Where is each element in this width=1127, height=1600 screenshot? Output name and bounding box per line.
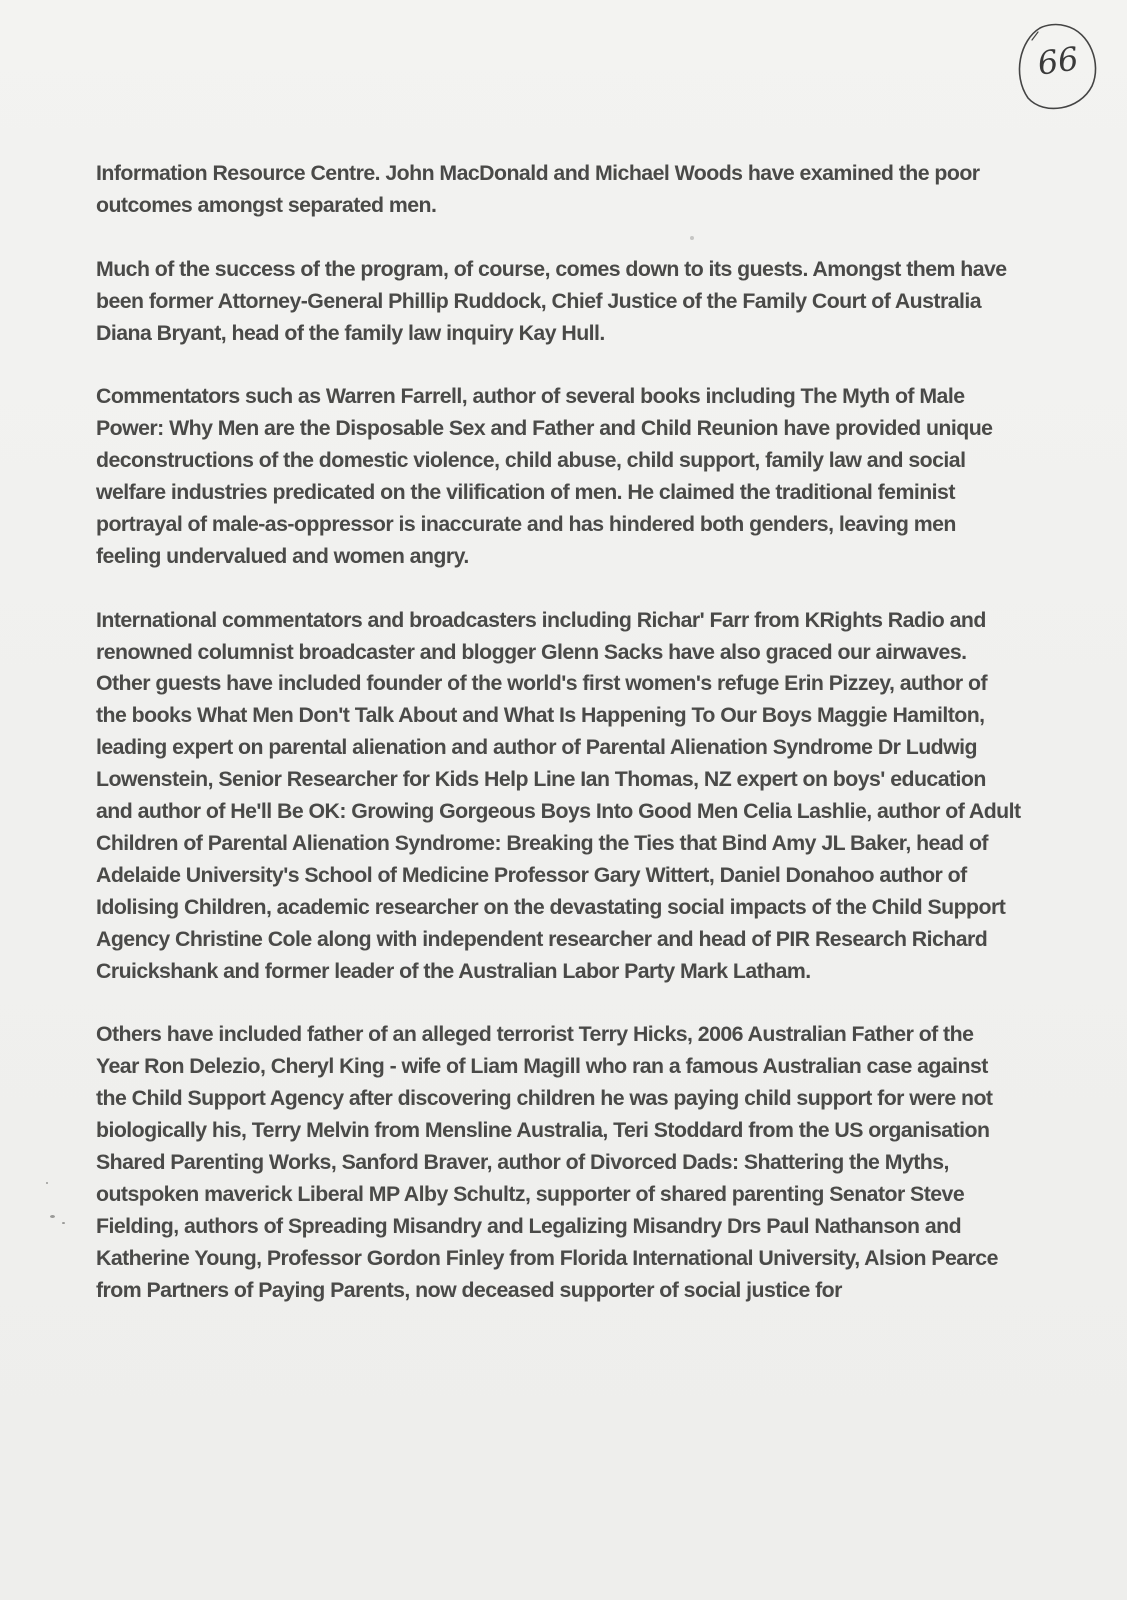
page-number: 66 (1035, 39, 1081, 83)
body-text (96, 158, 1021, 1338)
paragraph: Information Resource Centre. John MacDonald and Michael Woods have examined the poor outcomes amongst separated men. (96, 161, 980, 217)
paragraph: Much of the success of the program, of course, comes down to its guests. Amongst them have been former Attorney-General Phillip Ruddock, Chief Justice of the Family Court of Australia Diana Bryant, head of the family law inquiry Kay Hull. (96, 256, 1007, 345)
scan-speck (62, 1222, 65, 1224)
scan-speck (690, 236, 694, 240)
paragraph: International commentators and broadcasters including Richar' Farr from KRights Radio and renowned columnist broadcaster and blogger Glenn Sacks have also graced our airwaves. Other guests have included founder of the world's first women's refuge Erin Pizzey, author of the books What Men Don't Talk About and What Is Happening To Our Boys Maggie Hamilton, leading expert on parental alienation and author of Parental Alienation Syndrome Dr Ludwig Lowenstein, Senior Researcher for Kids Help Line Ian Thomas, NZ expert on boys' education and author of He'll Be OK: Growing Gorgeous Boys Into Good Men Celia Lashlie, author of Adult Children of Parental Alienation Syndrome: Breaking the Ties that Bind Amy JL Baker, head of Adelaide University's School of Medicine Professor Gary Wittert, Daniel Donahoo author of Idolising Children, academic researcher on the devastating social impacts of the Child Support Agency Christine Cole along with independent researcher and head of PIR Research Richard Cruickshank and former leader of the Australian Labor Party Mark Latham. (96, 607, 1021, 983)
scan-speck (50, 1215, 55, 1218)
scan-speck (46, 1182, 48, 1184)
paragraph: Commentators such as Warren Farrell, author of several books including The Myth of Male Power: Why Men are the Disposable Sex and Father and Child Reunion have provided unique deconstructions of the domestic violence, child abuse, child support, family law and social welfare industries predicated on the vilification of men. He claimed the traditional feminist portrayal of male-as-oppressor is inaccurate and has hindered both genders, leaving men feeling undervalued and women angry. (96, 384, 993, 568)
paragraph: Others have included father of an alleged terrorist Terry Hicks, 2006 Australian Father of the Year Ron Delezio, Cheryl King - wife of Liam Magill who ran a famous Australian case against the Child Support Agency after discovering children he was paying child support for were not biologically his, Terry Melvin from Mensline Australia, Teri Stoddard from the US organisation Shared Parenting Works, Sanford Braver, author of Divorced Dads: Shattering the Myths, outspoken maverick Liberal MP Alby Schultz, supporter of shared parenting Senator Steve Fielding, authors of Spreading Misandry and Legalizing Misandry Drs Paul Nathanson and Katherine Young, Professor Gordon Finley from Florida International University, Alsion Pearce from Partners of Paying Parents, now deceased supporter of social justice for (96, 1022, 998, 1302)
